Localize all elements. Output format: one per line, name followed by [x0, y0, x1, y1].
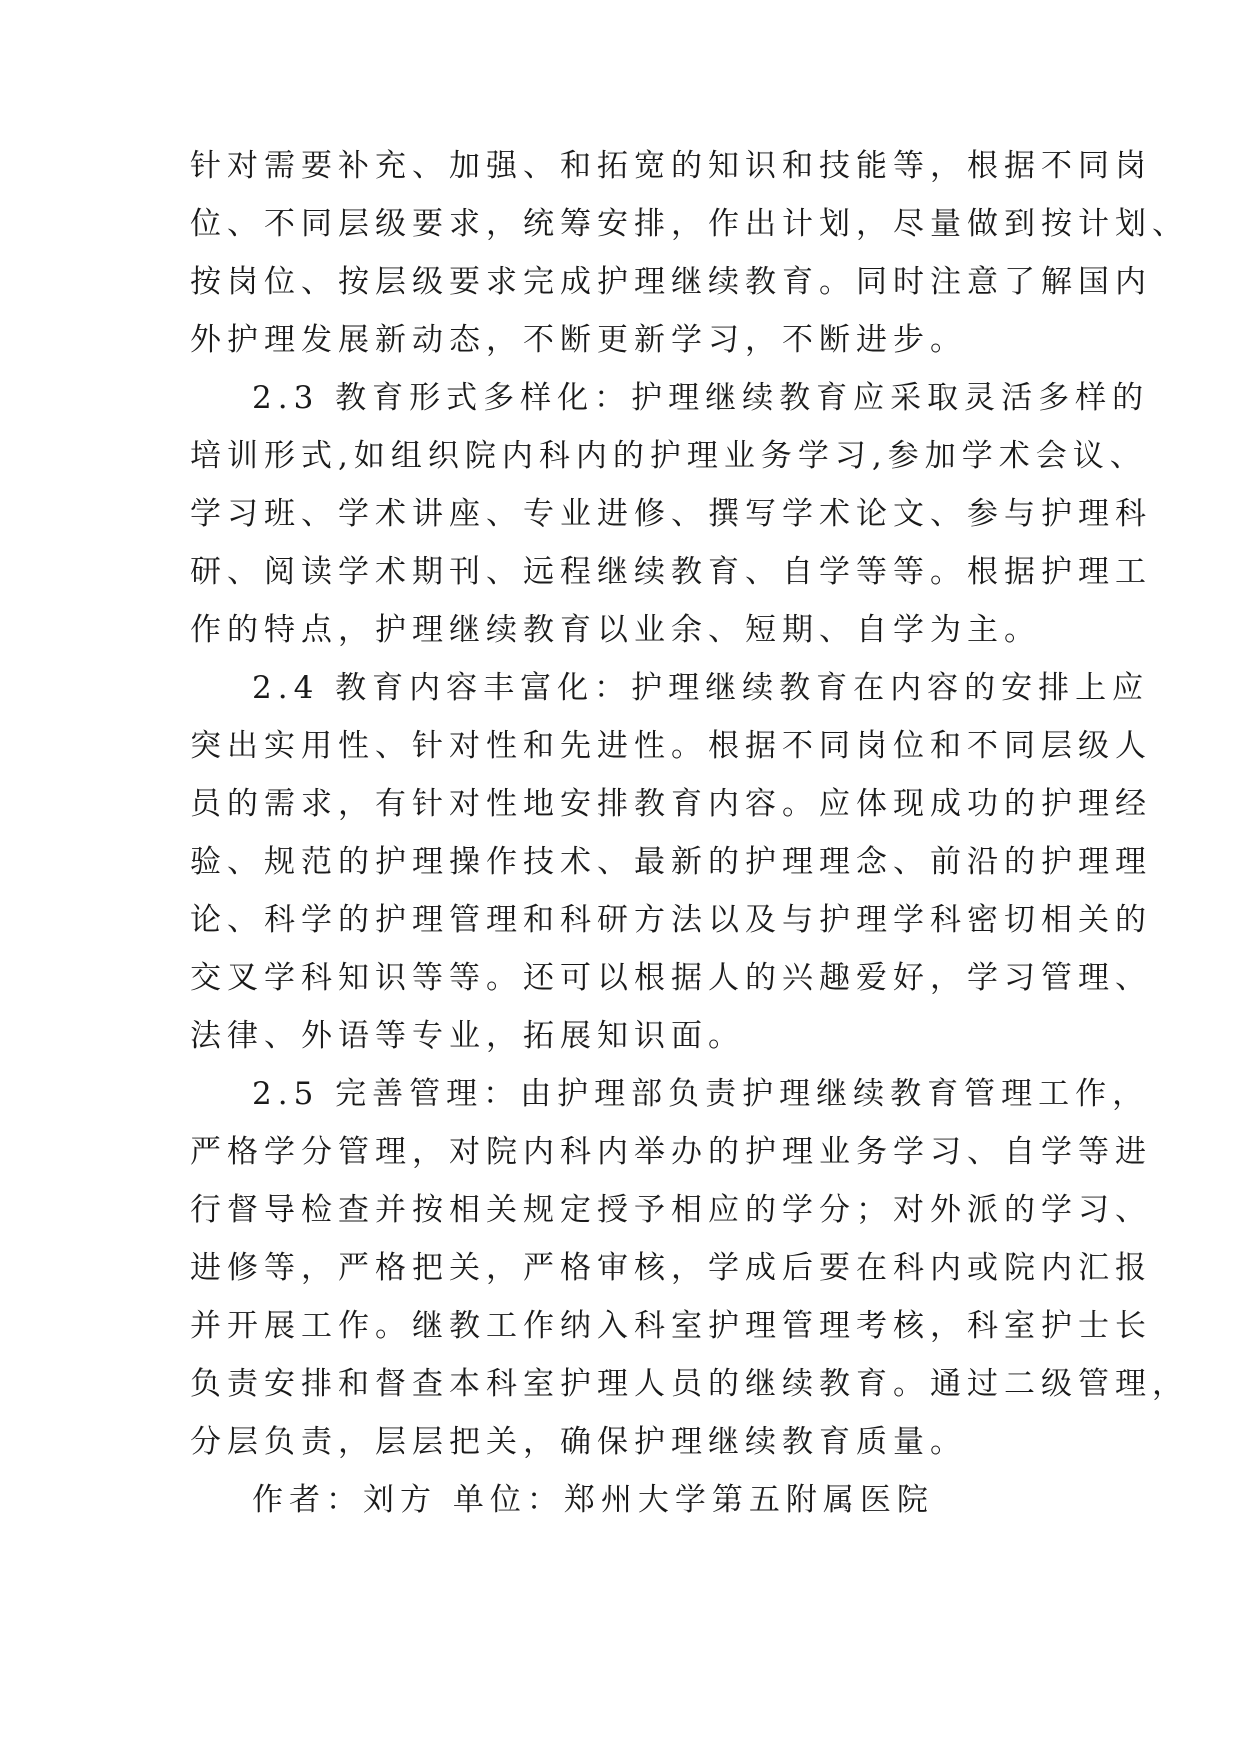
text-line: 突出实用性、针对性和先进性。根据不同岗位和不同层级人	[190, 728, 1152, 764]
text-line: 培训形式,如组织院内科内的护理业务学习,参加学术会议、	[190, 438, 1147, 474]
text-line: 法律、外语等专业，拓展知识面。	[190, 1018, 745, 1054]
text-line: 负责安排和督查本科室护理人员的继续教育。通过二级管理，	[190, 1366, 1189, 1402]
text-line: 学习班、学术讲座、专业进修、撰写学术论文、参与护理科	[190, 496, 1152, 532]
section-heading-2-4: 2.4 教育内容丰富化：护理继续教育在内容的安排上应	[252, 670, 1150, 706]
text-line: 交叉学科知识等等。还可以根据人的兴趣爱好，学习管理、	[190, 960, 1152, 996]
text-line: 作的特点，护理继续教育以业余、短期、自学为主。	[190, 612, 1041, 648]
text-line: 行督导检查并按相关规定授予相应的学分；对外派的学习、	[190, 1192, 1152, 1228]
text-line: 位、不同层级要求，统筹安排，作出计划，尽量做到按计划、	[190, 206, 1189, 242]
text-line: 外护理发展新动态，不断更新学习，不断进步。	[190, 322, 967, 358]
text-line: 研、阅读学术期刊、远程继续教育、自学等等。根据护理工	[190, 554, 1152, 590]
text-line: 论、科学的护理管理和科研方法以及与护理学科密切相关的	[190, 902, 1152, 938]
section-heading-2-5: 2.5 完善管理：由护理部负责护理继续教育管理工作，	[252, 1076, 1150, 1112]
section-heading-2-3: 2.3 教育形式多样化：护理继续教育应采取灵活多样的	[252, 380, 1150, 416]
text-line: 验、规范的护理操作技术、最新的护理理念、前沿的护理理	[190, 844, 1152, 880]
text-line: 针对需要补充、加强、和拓宽的知识和技能等，根据不同岗	[190, 148, 1152, 184]
text-line: 进修等，严格把关，严格审核，学成后要在科内或院内汇报	[190, 1250, 1152, 1286]
text-line: 分层负责，层层把关，确保护理继续教育质量。	[190, 1424, 967, 1460]
author-affiliation: 作者：刘方 单位：郑州大学第五附属医院	[252, 1482, 934, 1518]
text-line: 严格学分管理，对院内科内举办的护理业务学习、自学等进	[190, 1134, 1152, 1170]
text-line: 按岗位、按层级要求完成护理继续教育。同时注意了解国内	[190, 264, 1152, 300]
text-line: 并开展工作。继教工作纳入科室护理管理考核，科室护士长	[190, 1308, 1152, 1344]
text-line: 员的需求，有针对性地安排教育内容。应体现成功的护理经	[190, 786, 1152, 822]
